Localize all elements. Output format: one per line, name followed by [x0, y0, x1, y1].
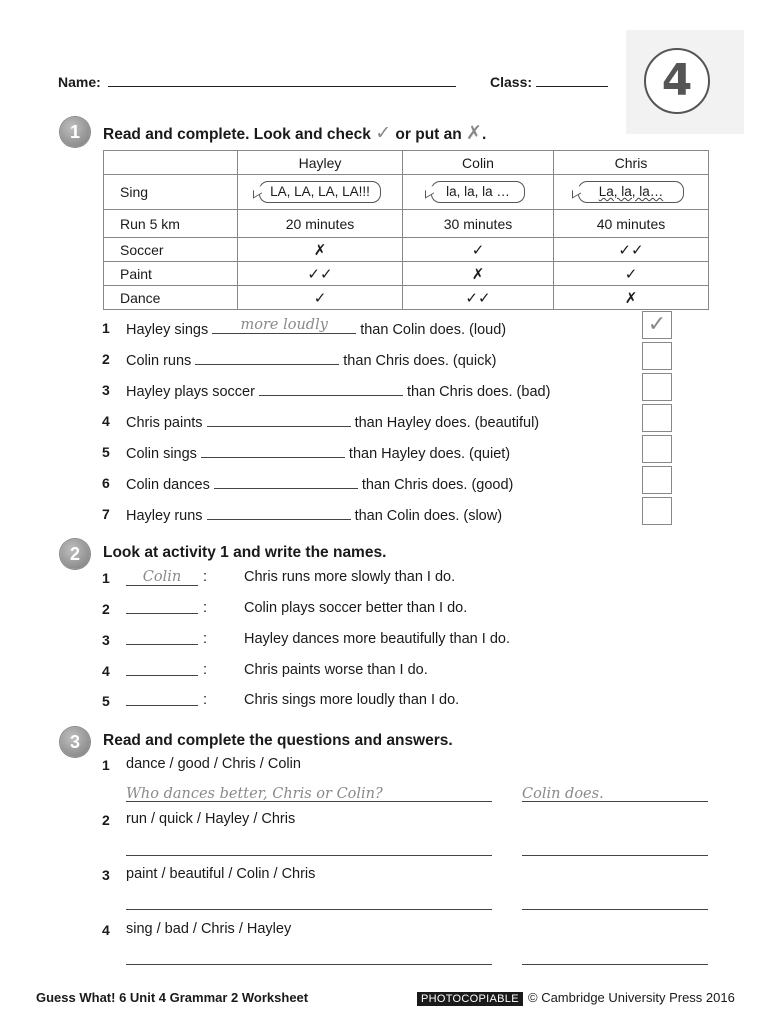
- table-header-cell: [104, 151, 238, 175]
- answer-blank[interactable]: [259, 381, 403, 396]
- word-prompt: paint / beautiful / Colin / Chris: [126, 866, 316, 882]
- sentence-start: Colin runs: [126, 353, 192, 369]
- sentence-5: [126, 443, 510, 462]
- answer-line[interactable]: [522, 909, 708, 910]
- table-header-cell: Hayley: [238, 151, 403, 175]
- answer-blank[interactable]: [212, 319, 356, 334]
- colon: :: [203, 692, 208, 708]
- speech-bubble: LA, LA, LA, LA!!!: [259, 181, 381, 203]
- table-cell: ✗: [554, 286, 709, 310]
- unit-number-badge: 4: [644, 48, 710, 114]
- answer-line[interactable]: [522, 855, 708, 856]
- name-blank[interactable]: [126, 600, 198, 614]
- activity-1-title-end: .: [481, 126, 487, 143]
- name-blank[interactable]: [126, 662, 198, 676]
- activity-3-number: 3: [60, 727, 90, 757]
- question-line[interactable]: [126, 855, 492, 856]
- check-box[interactable]: [642, 435, 672, 463]
- sentence-number: 2: [102, 351, 110, 367]
- check-box[interactable]: [642, 373, 672, 401]
- word-prompt: run / quick / Hayley / Chris: [126, 811, 296, 827]
- sentence-end: than Colin does. (loud): [360, 322, 507, 338]
- name-blank[interactable]: [126, 631, 198, 645]
- example-answer: Colin does.: [522, 786, 604, 802]
- sentence-end: than Chris does. (bad): [406, 384, 551, 400]
- sentence-start: Colin dances: [126, 477, 210, 493]
- sentence-number: 6: [102, 475, 110, 491]
- class-label: Class:: [490, 74, 533, 90]
- sentence-3: [126, 381, 550, 400]
- name-blank[interactable]: [126, 569, 198, 586]
- table-cell: [238, 175, 403, 210]
- question-line[interactable]: [126, 909, 492, 910]
- sentence-7: [126, 505, 502, 524]
- answer-blank[interactable]: [195, 350, 339, 365]
- sentence-1: [126, 319, 506, 338]
- sentence-number: 7: [102, 506, 110, 522]
- table-cell: ✓✓: [554, 238, 709, 262]
- table-row: [104, 210, 709, 238]
- sentence-end: than Hayley does. (quiet): [348, 446, 511, 462]
- table-header-cell: Colin: [403, 151, 554, 175]
- statement-text: Chris runs more slowly than I do.: [244, 569, 456, 585]
- table-row-label: Sing: [104, 175, 238, 210]
- word-prompt: sing / bad / Chris / Hayley: [126, 921, 292, 937]
- table-cell: ✗: [238, 238, 403, 262]
- example-answer: more loudly: [240, 317, 328, 333]
- table-row-label: Dance: [104, 286, 238, 310]
- check-mark-icon: ✓: [375, 123, 392, 144]
- table-cell: ✗: [403, 262, 554, 286]
- answer-blank[interactable]: [207, 412, 351, 427]
- colon: :: [203, 631, 208, 647]
- table-cell: [403, 175, 554, 210]
- sentence-end: than Hayley does. (beautiful): [354, 415, 540, 431]
- statement-text: Chris paints worse than I do.: [244, 662, 428, 678]
- name-label: Name:: [58, 74, 101, 90]
- table-cell: 20 minutes: [238, 210, 403, 238]
- sentence-start: Hayley sings: [126, 322, 209, 338]
- colon: :: [203, 569, 208, 585]
- item-number: 1: [102, 757, 110, 773]
- item-number: 5: [102, 693, 110, 709]
- question-line[interactable]: [126, 964, 492, 965]
- sentence-start: Chris paints: [126, 415, 203, 431]
- table-row-label: Run 5 km: [104, 210, 238, 238]
- table-cell: [554, 175, 709, 210]
- table-header-row: [104, 151, 709, 175]
- colon: :: [203, 662, 208, 678]
- name-field[interactable]: [108, 86, 456, 87]
- sentence-end: than Chris does. (quick): [343, 353, 497, 369]
- sentence-2: [126, 350, 496, 369]
- sentence-4: [126, 412, 539, 431]
- sentence-start: Colin sings: [126, 446, 197, 462]
- check-icon: ✓: [647, 312, 667, 337]
- statement-text: Hayley dances more beautifully than I do.: [244, 631, 510, 647]
- answer-blank[interactable]: [207, 505, 351, 520]
- table-cell: 30 minutes: [403, 210, 554, 238]
- class-field[interactable]: [536, 86, 608, 87]
- check-box[interactable]: [642, 311, 672, 339]
- item-number: 1: [102, 570, 110, 586]
- sentence-number: 5: [102, 444, 110, 460]
- example-question: Who dances better, Chris or Colin?: [126, 786, 383, 802]
- activity-1-number: 1: [60, 117, 90, 147]
- item-number: 2: [102, 812, 110, 828]
- item-number: 4: [102, 663, 110, 679]
- item-number: 3: [102, 867, 110, 883]
- table-row: [104, 286, 709, 310]
- sentence-number: 4: [102, 413, 110, 429]
- sentence-start: Hayley runs: [126, 508, 203, 524]
- worksheet-title: Guess What! 6 Unit 4 Grammar 2 Worksheet: [36, 990, 309, 1005]
- question-line[interactable]: [126, 801, 492, 802]
- sentence-end: than Chris does. (good): [361, 477, 514, 493]
- word-prompt: dance / good / Chris / Colin: [126, 756, 301, 772]
- table-row: [104, 262, 709, 286]
- activity-1-table: [103, 150, 709, 310]
- speech-bubble: La, la, la…: [578, 181, 685, 203]
- table-cell: ✓: [238, 286, 403, 310]
- table-cell: 40 minutes: [554, 210, 709, 238]
- check-box[interactable]: [642, 342, 672, 370]
- activity-2-title: Look at activity 1 and write the names.: [103, 544, 387, 561]
- activity-1-title-part-a: Read and complete. Look and check: [103, 126, 371, 143]
- sentence-start: Hayley plays soccer: [126, 384, 255, 400]
- example-answer: Colin: [142, 569, 182, 585]
- answer-line[interactable]: [522, 801, 708, 802]
- name-blank[interactable]: [126, 692, 198, 706]
- statement-text: Chris sings more loudly than I do.: [244, 692, 460, 708]
- check-box[interactable]: [642, 497, 672, 525]
- item-number: 4: [102, 922, 110, 938]
- copyright-text: © Cambridge University Press 2016: [528, 990, 735, 1005]
- answer-blank[interactable]: [201, 443, 345, 458]
- activity-3-title: Read and complete the questions and answers.: [103, 732, 453, 749]
- item-number: 3: [102, 632, 110, 648]
- sentence-number: 3: [102, 382, 110, 398]
- table-cell: ✓: [554, 262, 709, 286]
- speech-bubble: la, la, la …: [431, 181, 525, 203]
- sentence-end: than Colin does. (slow): [354, 508, 503, 524]
- item-number: 2: [102, 601, 110, 617]
- cross-mark-icon: ✗: [466, 123, 482, 144]
- activity-1-title: [103, 122, 486, 145]
- activity-1-title-part-b: or put an: [395, 126, 462, 143]
- table-row-sing: [104, 175, 709, 210]
- answer-blank[interactable]: [214, 474, 358, 489]
- table-cell: ✓: [403, 238, 554, 262]
- table-cell: ✓✓: [403, 286, 554, 310]
- table-header-cell: Chris: [554, 151, 709, 175]
- table-cell: ✓✓: [238, 262, 403, 286]
- colon: :: [203, 600, 208, 616]
- check-box[interactable]: [642, 466, 672, 494]
- answer-line[interactable]: [522, 964, 708, 965]
- table-row: [104, 238, 709, 262]
- table-row-label: Soccer: [104, 238, 238, 262]
- table-row-label: Paint: [104, 262, 238, 286]
- sentence-number: 1: [102, 320, 110, 336]
- photocopiable-badge: PHOTOCOPIABLE: [417, 992, 523, 1006]
- activity-2-number: 2: [60, 539, 90, 569]
- check-box[interactable]: [642, 404, 672, 432]
- statement-text: Colin plays soccer better than I do.: [244, 600, 468, 616]
- sentence-6: [126, 474, 513, 493]
